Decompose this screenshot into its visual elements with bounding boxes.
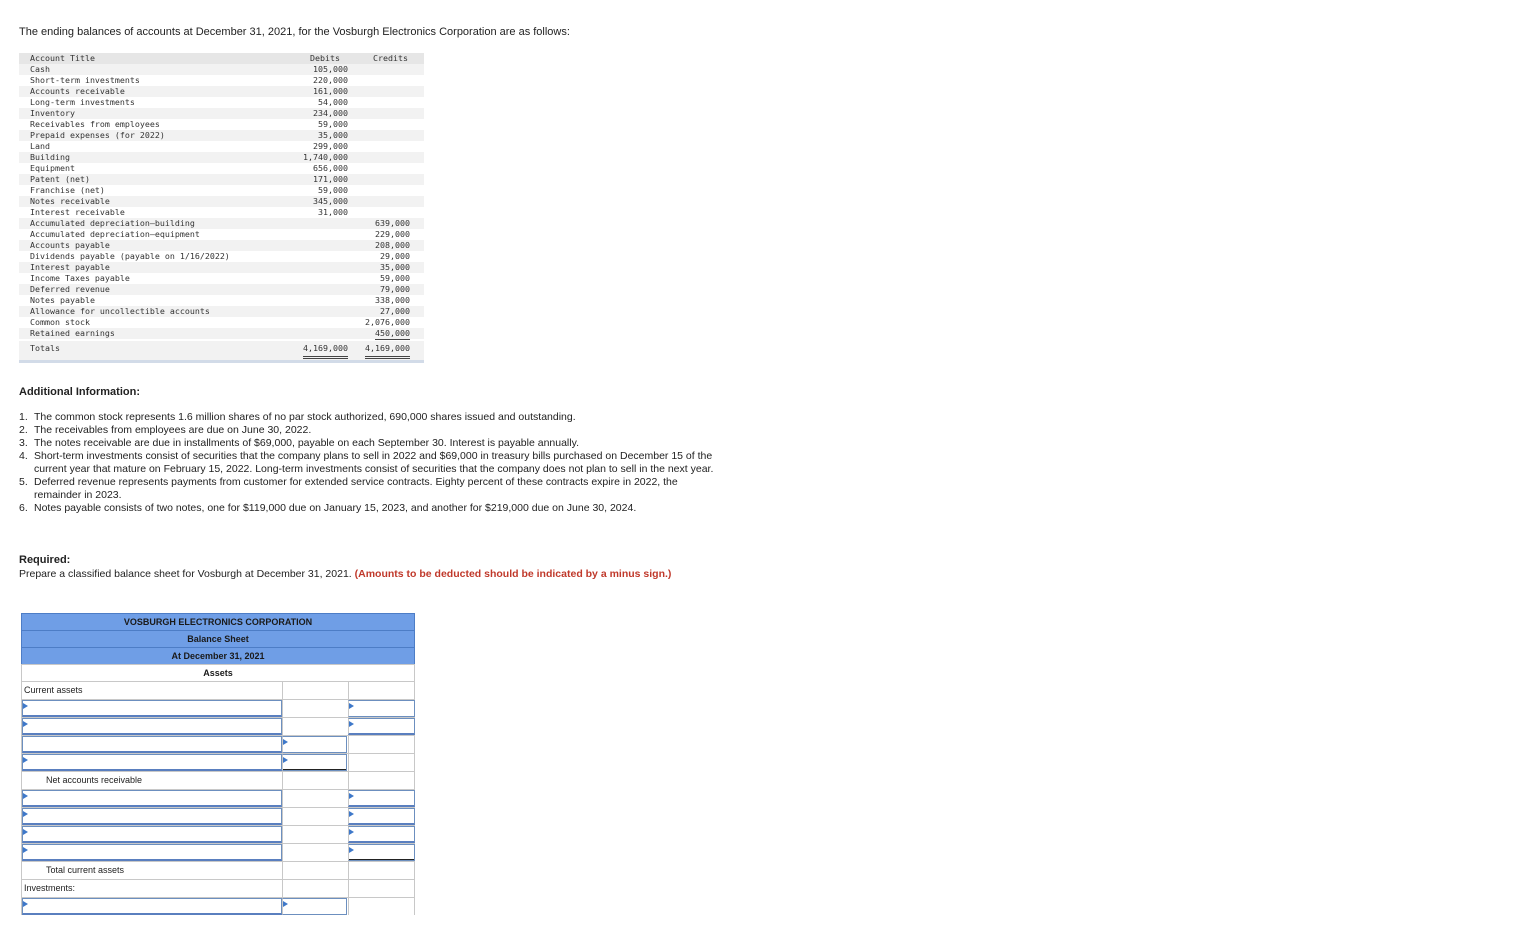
balance-sheet-worksheet <box>21 613 415 915</box>
trial-balance-row <box>19 273 424 284</box>
debit-amount: 35,000 <box>318 130 348 140</box>
bs-input-row <box>21 699 415 717</box>
header-account-title: Account Title <box>30 53 95 63</box>
account-title: Accounts payable <box>30 240 110 250</box>
amount-input[interactable] <box>348 844 415 861</box>
credit-amount: 2,076,000 <box>365 317 410 327</box>
trial-balance-row <box>19 163 424 174</box>
total-current-assets-label: Total current assets <box>46 865 125 875</box>
account-dropdown[interactable] <box>22 736 282 753</box>
dropdown-arrow-icon <box>283 901 288 907</box>
account-title: Receivables from employees <box>30 119 160 129</box>
account-title: Patent (net) <box>30 174 90 184</box>
trial-balance-header <box>19 53 424 64</box>
account-dropdown[interactable] <box>22 826 282 843</box>
trial-balance-row <box>19 218 424 229</box>
trial-balance-row <box>19 207 424 218</box>
dropdown-arrow-icon <box>23 703 28 709</box>
trial-balance-row <box>19 108 424 119</box>
item-text: Deferred revenue represents payments from customer for extended service contracts. Eighty percent of these contracts expire in 2022, the remainder in 2023. <box>34 476 678 501</box>
item-number: 1. <box>19 411 28 423</box>
additional-info-item <box>19 411 719 424</box>
dropdown-arrow-icon <box>23 847 28 853</box>
bs-row-total-current <box>21 861 415 879</box>
account-title: Accumulated depreciation—equipment <box>30 229 200 239</box>
dropdown-arrow-icon <box>349 721 354 727</box>
trial-balance-row <box>19 262 424 273</box>
account-dropdown[interactable] <box>22 718 282 735</box>
trial-balance-row <box>19 328 424 339</box>
bs-input-row <box>21 753 415 771</box>
required-instruction: Prepare a classified balance sheet for Vosburgh at December 31, 2021. <box>19 568 352 580</box>
credit-amount: 229,000 <box>375 229 410 239</box>
bs-title: Balance Sheet <box>21 630 415 647</box>
debit-amount: 220,000 <box>313 75 348 85</box>
account-title: Retained earnings <box>30 328 115 338</box>
account-dropdown[interactable] <box>22 808 282 825</box>
account-title: Deferred revenue <box>30 284 110 294</box>
dropdown-arrow-icon <box>349 847 354 853</box>
additional-info-heading: Additional Information: <box>19 386 140 398</box>
debit-amount: 345,000 <box>313 196 348 206</box>
account-dropdown[interactable] <box>22 844 282 861</box>
trial-balance-row <box>19 306 424 317</box>
account-title: Equipment <box>30 163 75 173</box>
required-heading: Required: <box>19 554 71 566</box>
trial-balance-row <box>19 295 424 306</box>
trial-balance-row <box>19 196 424 207</box>
trial-balance-row <box>19 75 424 86</box>
trial-balance-row <box>19 251 424 262</box>
amount-input[interactable] <box>348 718 415 735</box>
amount-input[interactable] <box>348 700 415 717</box>
trial-balance-row <box>19 130 424 141</box>
dropdown-arrow-icon <box>23 811 28 817</box>
trial-balance-row <box>19 152 424 163</box>
account-title: Cash <box>30 64 50 74</box>
bs-input-row <box>21 843 415 861</box>
item-text: Notes payable consists of two notes, one for $119,000 due on January 15, 2023, and another for $219,000 due on June 30, 2024. <box>34 502 637 514</box>
account-title: Franchise (net) <box>30 185 105 195</box>
bs-input-row <box>21 735 415 753</box>
credit-amount: 59,000 <box>380 273 410 283</box>
dropdown-arrow-icon <box>349 811 354 817</box>
trial-balance-table <box>19 53 424 363</box>
account-title: Notes receivable <box>30 196 110 206</box>
account-title: Building <box>30 152 70 162</box>
dropdown-arrow-icon <box>23 793 28 799</box>
account-title: Income Taxes payable <box>30 273 130 283</box>
item-text: The receivables from employees are due on June 30, 2022. <box>34 424 312 436</box>
bs-input-row <box>21 825 415 843</box>
dropdown-arrow-icon <box>349 829 354 835</box>
current-assets-label: Current assets <box>24 685 83 695</box>
trial-balance-row <box>19 317 424 328</box>
account-title: Inventory <box>30 108 75 118</box>
net-ar-label: Net accounts receivable <box>46 775 143 785</box>
dropdown-arrow-icon <box>23 721 28 727</box>
item-number: 5. <box>19 476 28 488</box>
dropdown-arrow-icon <box>349 703 354 709</box>
totals-debit: 4,169,000 <box>303 341 348 359</box>
bs-section-assets: Assets <box>21 664 415 681</box>
account-title: Common stock <box>30 317 90 327</box>
debit-amount: 161,000 <box>313 86 348 96</box>
account-dropdown[interactable] <box>22 754 282 771</box>
totals-credit: 4,169,000 <box>365 341 410 359</box>
trial-balance-row <box>19 119 424 130</box>
debit-amount: 59,000 <box>318 185 348 195</box>
account-dropdown[interactable] <box>22 700 282 717</box>
dropdown-arrow-icon <box>23 901 28 907</box>
debit-amount: 59,000 <box>318 119 348 129</box>
trial-balance-row <box>19 229 424 240</box>
header-credits: Credits <box>373 53 408 63</box>
item-number: 6. <box>19 502 28 514</box>
dropdown-arrow-icon <box>349 793 354 799</box>
debit-amount: 234,000 <box>313 108 348 118</box>
credit-amount: 338,000 <box>375 295 410 305</box>
account-dropdown[interactable] <box>22 898 282 915</box>
amount-input[interactable] <box>282 754 347 771</box>
account-title: Short-term investments <box>30 75 140 85</box>
debit-amount: 54,000 <box>318 97 348 107</box>
bs-input-row <box>21 789 415 807</box>
debit-amount: 1,740,000 <box>303 152 348 162</box>
account-title: Prepaid expenses (for 2022) <box>30 130 165 140</box>
trial-balance-row <box>19 240 424 251</box>
debit-amount: 171,000 <box>313 174 348 184</box>
additional-info-item <box>19 437 719 450</box>
required-text <box>19 568 719 581</box>
bs-date: At December 31, 2021 <box>21 647 415 664</box>
account-title: Interest receivable <box>30 207 125 217</box>
account-title: Interest payable <box>30 262 110 272</box>
account-title: Notes payable <box>30 295 95 305</box>
debit-amount: 656,000 <box>313 163 348 173</box>
bs-row-investments <box>21 879 415 897</box>
trial-balance-row <box>19 97 424 108</box>
trial-balance-row <box>19 284 424 295</box>
debit-amount: 299,000 <box>313 141 348 151</box>
bs-input-row <box>21 807 415 825</box>
additional-info-item <box>19 502 719 515</box>
credit-amount: 639,000 <box>375 218 410 228</box>
credit-amount: 27,000 <box>380 306 410 316</box>
item-text: Short-term investments consist of securities that the company plans to sell in 2022 and $69,000 in treasury bills purchased on December 15 of the current year that mature on February 15, 2022. Long-term investments consist of securities that the company does not plan to sell in the next year. <box>34 450 714 475</box>
totals-label: Totals <box>30 343 60 353</box>
investments-label: Investments: <box>24 883 76 893</box>
trial-balance-row <box>19 141 424 152</box>
trial-balance-row <box>19 64 424 75</box>
additional-info-item <box>19 450 719 476</box>
credit-amount: 29,000 <box>380 251 410 261</box>
intro-text: The ending balances of accounts at December 31, 2021, for the Vosburgh Electronics Corporation are as follows: <box>19 26 570 38</box>
account-title: Allowance for uncollectible accounts <box>30 306 210 316</box>
bs-company-name: VOSBURGH ELECTRONICS CORPORATION <box>21 613 415 630</box>
trial-balance-row <box>19 174 424 185</box>
amount-input[interactable] <box>348 790 415 807</box>
amount-input[interactable] <box>348 826 415 843</box>
credit-amount: 35,000 <box>380 262 410 272</box>
amount-input[interactable] <box>282 898 347 915</box>
account-title: Accumulated depreciation—building <box>30 218 195 228</box>
account-title: Long-term investments <box>30 97 135 107</box>
amount-input[interactable] <box>348 808 415 825</box>
trial-balance-totals <box>19 341 424 360</box>
item-text: The notes receivable are due in installments of $69,000, payable on each September 30. Interest is payable annually. <box>34 437 579 449</box>
bs-input-row <box>21 897 415 915</box>
credit-amount: 450,000 <box>375 328 410 338</box>
account-title: Accounts receivable <box>30 86 125 96</box>
credit-amount: 208,000 <box>375 240 410 250</box>
bs-row-net-ar <box>21 771 415 789</box>
bs-input-row <box>21 717 415 735</box>
bs-row-current-assets <box>21 681 415 699</box>
header-debits: Debits <box>310 53 340 63</box>
credit-amount: 79,000 <box>380 284 410 294</box>
item-number: 2. <box>19 424 28 436</box>
debit-amount: 105,000 <box>313 64 348 74</box>
additional-info-item <box>19 476 719 502</box>
trial-balance-row <box>19 185 424 196</box>
dropdown-arrow-icon <box>23 829 28 835</box>
additional-info-item <box>19 424 719 437</box>
item-number: 3. <box>19 437 28 449</box>
account-title: Land <box>30 141 50 151</box>
item-number: 4. <box>19 450 28 462</box>
required-note: (Amounts to be deducted should be indicated by a minus sign.) <box>354 568 672 580</box>
dropdown-arrow-icon <box>283 757 288 763</box>
debit-amount: 31,000 <box>318 207 348 217</box>
dropdown-arrow-icon <box>283 739 288 745</box>
account-dropdown[interactable] <box>22 790 282 807</box>
additional-info-list <box>19 411 719 515</box>
amount-input[interactable] <box>282 736 347 753</box>
account-title: Dividends payable (payable on 1/16/2022) <box>30 251 230 261</box>
trial-balance-row <box>19 86 424 97</box>
dropdown-arrow-icon <box>23 757 28 763</box>
item-text: The common stock represents 1.6 million shares of no par stock authorized, 690,000 shares issued and outstanding. <box>34 411 576 423</box>
